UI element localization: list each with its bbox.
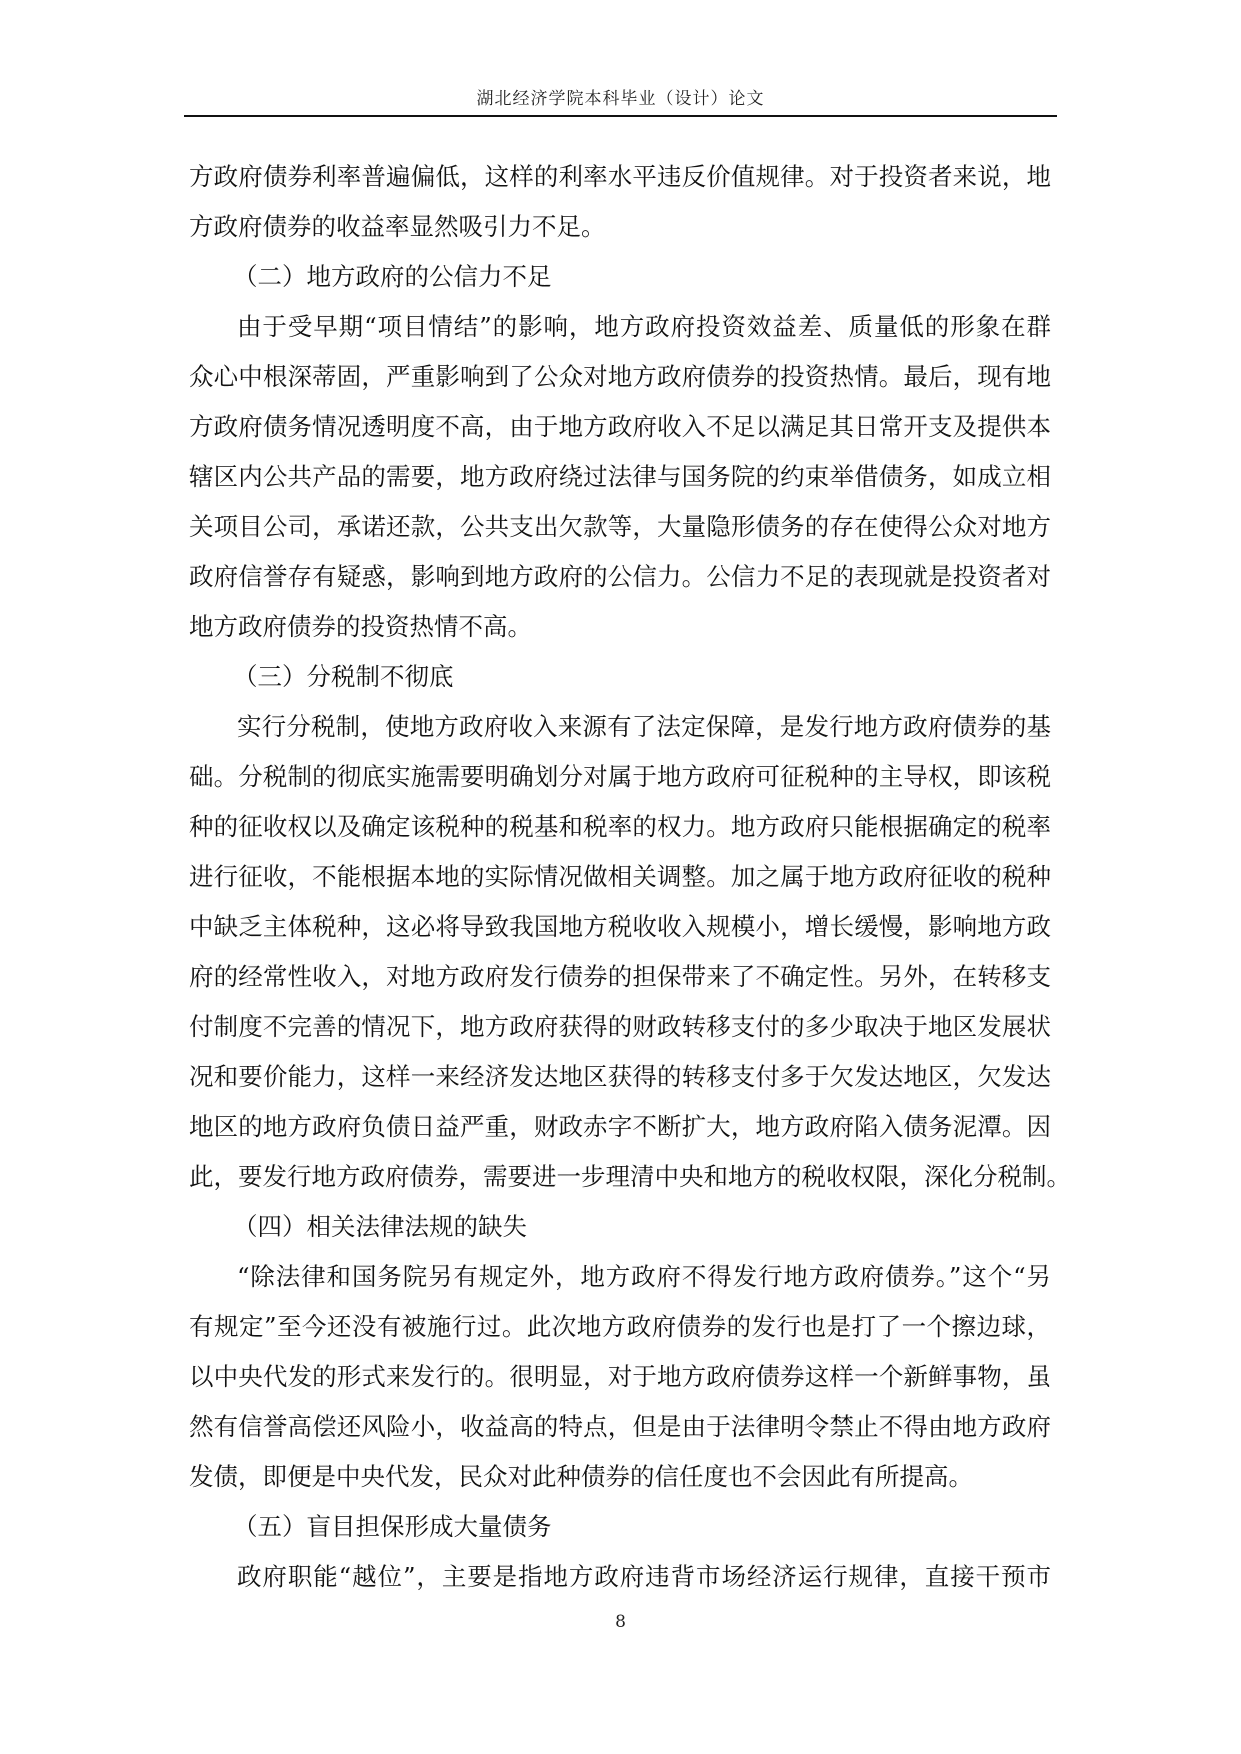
text-line: 方政府债务情况透明度不高，由于地方政府收入不足以满足其日常开支及提供本	[189, 412, 1051, 441]
text-line: 由于受早期“项目情结”的影响，地方政府投资效益差、质量低的形象在群	[237, 312, 1051, 341]
text-line: 辖区内公共产品的需要，地方政府绕过法律与国务院的约束举借债务，如成立相	[189, 462, 1051, 491]
text-line: 众心中根深蒂固，严重影响到了公众对地方政府债券的投资热情。最后，现有地	[189, 362, 1051, 391]
text-line: 地方政府债券的投资热情不高。	[189, 612, 532, 641]
text-line: 此，要发行地方政府债券，需要进一步理清中央和地方的税收权限，深化分税制。	[189, 1162, 1071, 1191]
text-line: 政府信誉存有疑惑，影响到地方政府的公信力。公信力不足的表现就是投资者对	[189, 562, 1051, 591]
text-line: 方政府债券利率普遍偏低，这样的利率水平违反价值规律。对于投资者来说，地	[189, 162, 1051, 191]
text-line: 关项目公司，承诺还款，公共支出欠款等，大量隐形债务的存在使得公众对地方	[189, 512, 1051, 541]
text-line: 发债，即便是中央代发，民众对此种债券的信任度也不会因此有所提高。	[189, 1462, 973, 1491]
text-line: 中缺乏主体税种，这必将导致我国地方税收收入规模小，增长缓慢，影响地方政	[189, 912, 1051, 941]
header-rule	[184, 115, 1057, 117]
body-text	[189, 152, 1071, 1602]
section-heading: （二）地方政府的公信力不足	[233, 262, 552, 291]
text-line: 础。分税制的彻底实施需要明确划分对属于地方政府可征税种的主导权，即该税	[189, 762, 1051, 791]
text-line: 府的经常性收入，对地方政府发行债券的担保带来了不确定性。另外，在转移支	[189, 962, 1051, 991]
section-heading: （三）分税制不彻底	[233, 662, 454, 691]
text-line: 方政府债券的收益率显然吸引力不足。	[189, 212, 606, 241]
section-heading: （五）盲目担保形成大量债务	[233, 1512, 552, 1541]
section-heading: （四）相关法律法规的缺失	[233, 1212, 527, 1241]
text-line: 政府职能“越位”，主要是指地方政府违背市场经济运行规律，直接干预市	[237, 1562, 1051, 1591]
text-line: 进行征收，不能根据本地的实际情况做相关调整。加之属于地方政府征收的税种	[189, 862, 1051, 891]
text-line: 有规定”至今还没有被施行过。此次地方政府债券的发行也是打了一个擦边球，	[189, 1312, 1051, 1341]
text-line: 以中央代发的形式来发行的。很明显，对于地方政府债券这样一个新鲜事物，虽	[189, 1362, 1051, 1391]
text-line: 实行分税制，使地方政府收入来源有了法定保障，是发行地方政府债券的基	[237, 712, 1051, 741]
text-line: 地区的地方政府负债日益严重，财政赤字不断扩大，地方政府陷入债务泥潭。因	[189, 1112, 1051, 1141]
text-line: 付制度不完善的情况下，地方政府获得的财政转移支付的多少取决于地区发展状	[189, 1012, 1051, 1041]
running-header: 湖北经济学院本科毕业（设计）论文	[476, 89, 765, 109]
text-line: “除法律和国务院另有规定外，地方政府不得发行地方政府债券。”这个“另	[237, 1262, 1051, 1291]
page-number: 8	[615, 1612, 626, 1632]
text-line: 况和要价能力，这样一来经济发达地区获得的转移支付多于欠发达地区，欠发达	[189, 1062, 1051, 1091]
text-line: 然有信誉高偿还风险小，收益高的特点，但是由于法律明令禁止不得由地方政府	[189, 1412, 1051, 1441]
text-line: 种的征收权以及确定该税种的税基和税率的权力。地方政府只能根据确定的税率	[189, 812, 1051, 841]
